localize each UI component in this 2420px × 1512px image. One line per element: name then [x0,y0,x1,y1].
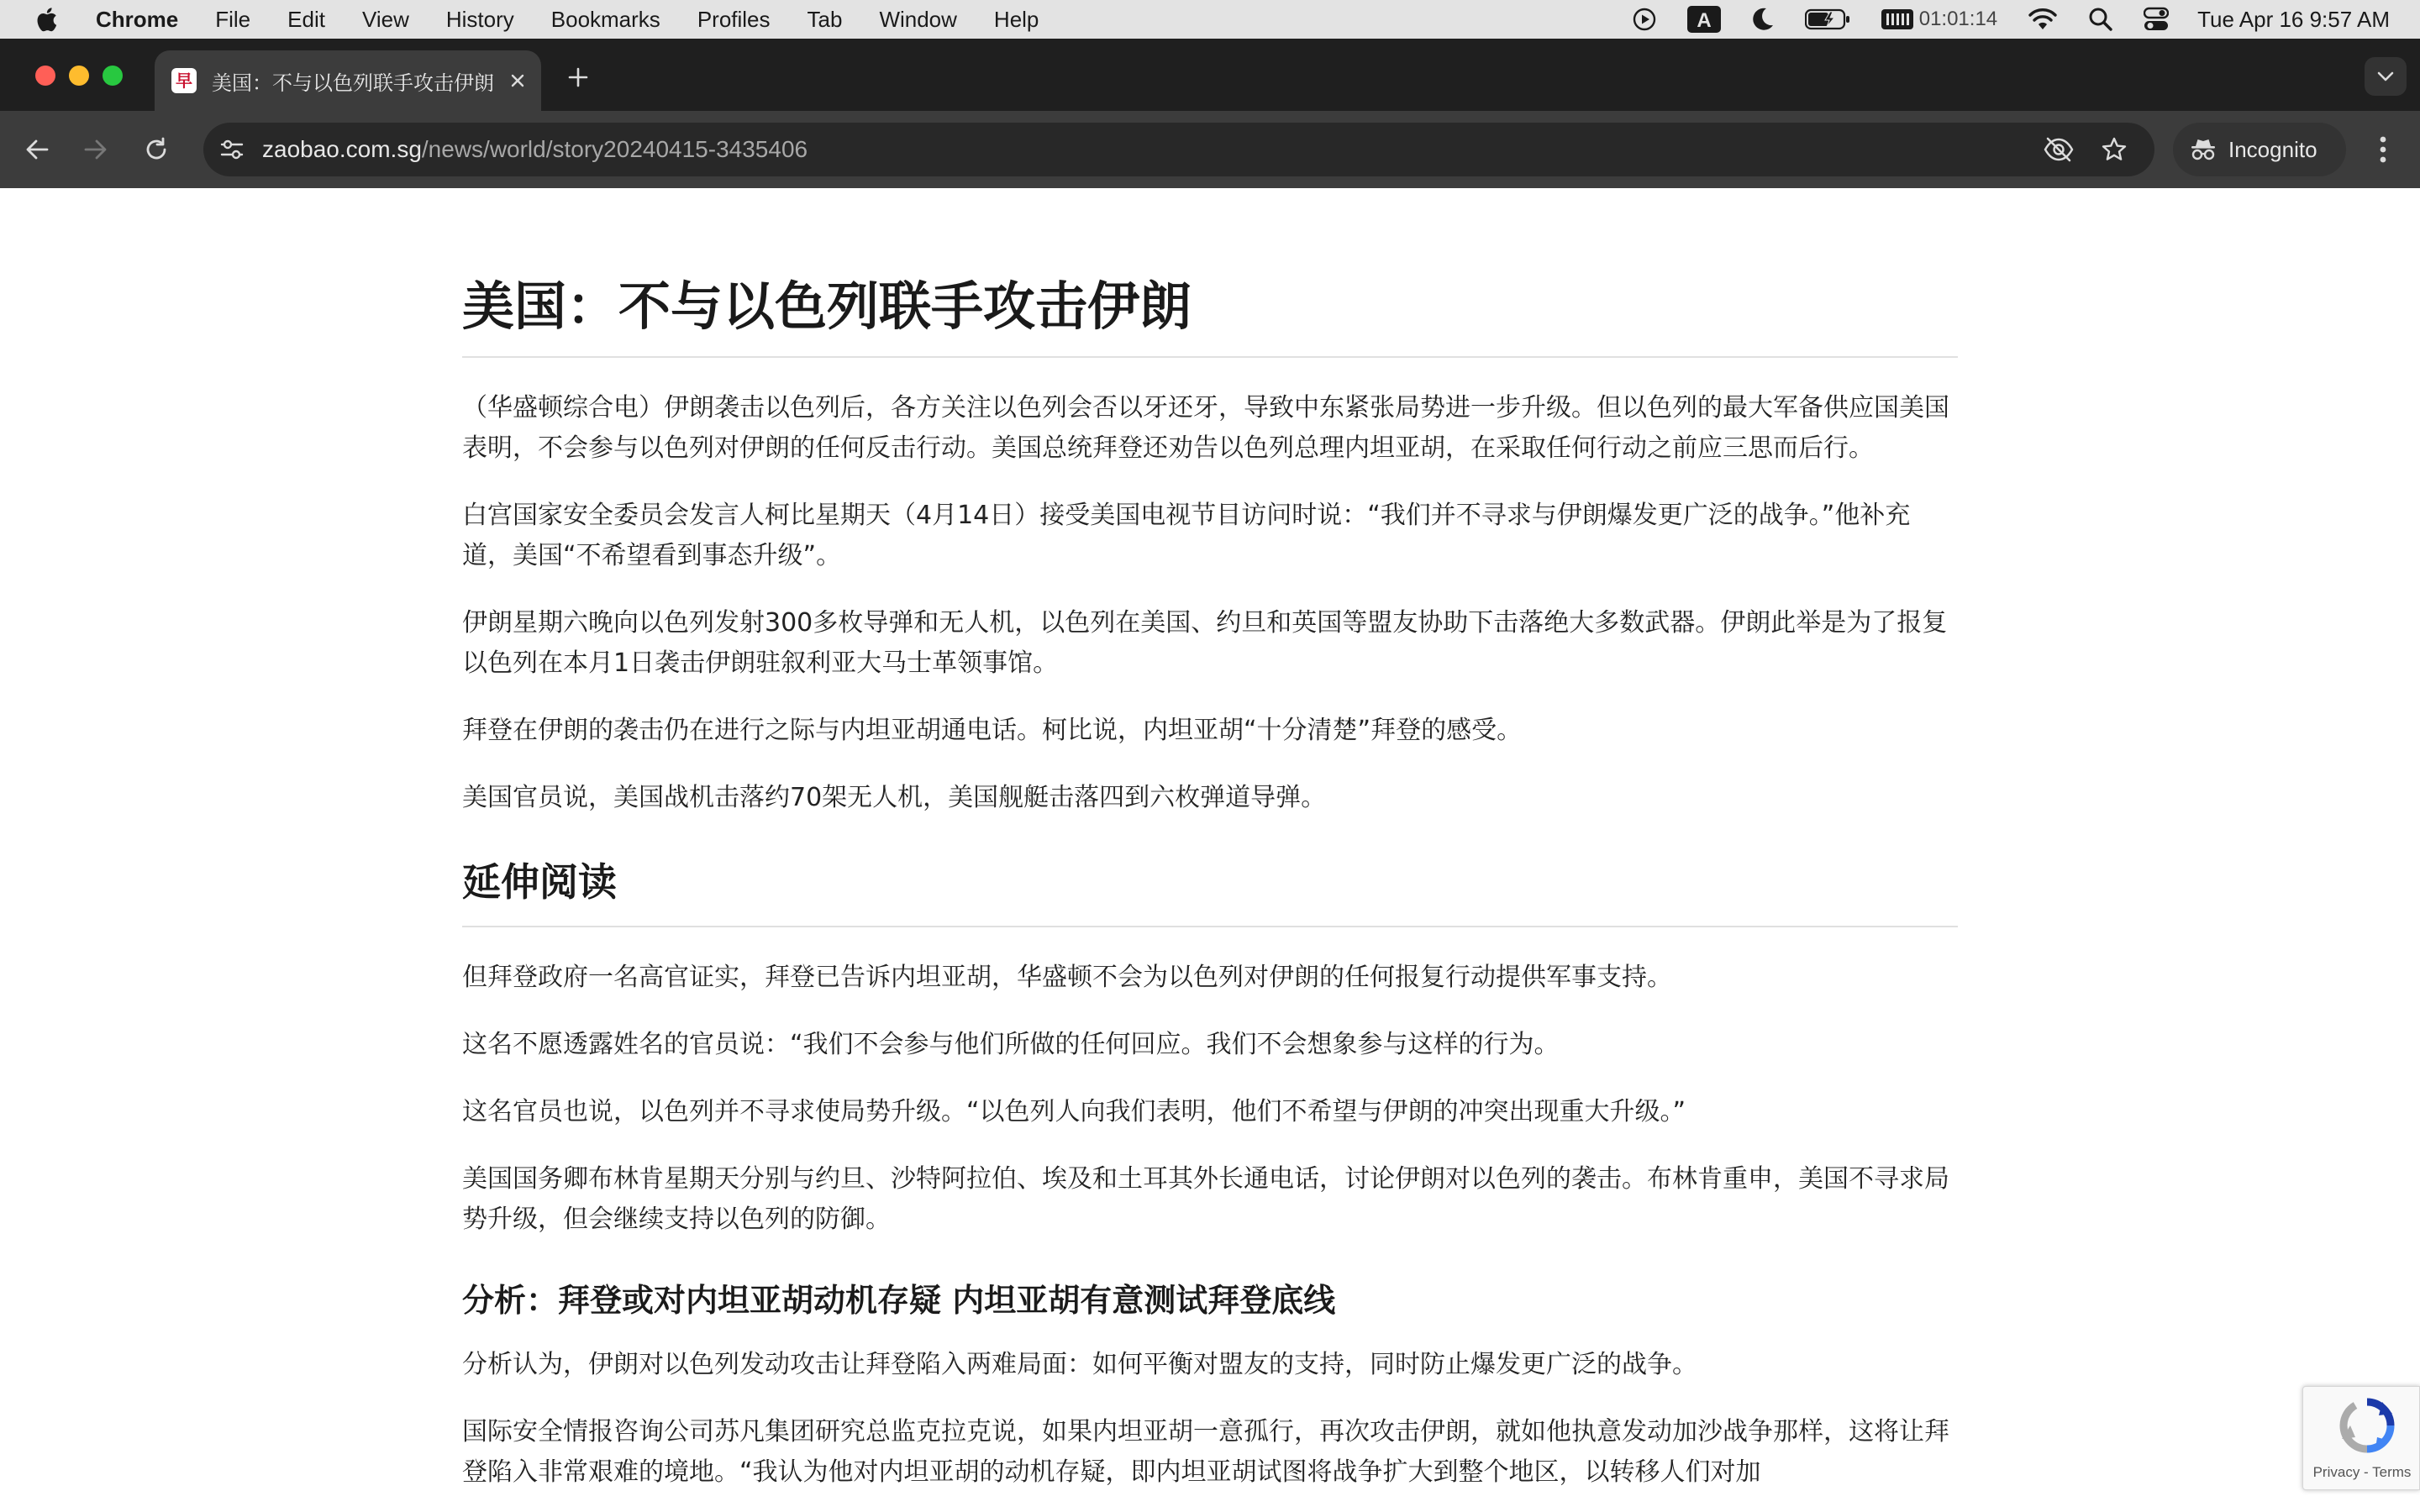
play-circle-icon[interactable] [1632,0,1657,39]
menu-file[interactable]: File [215,6,251,32]
more-options-kebab-icon[interactable] [2366,129,2400,170]
menu-app-name[interactable]: Chrome [96,6,179,32]
apple-logo-icon[interactable] [34,5,59,34]
macos-menu-bar [0,0,2420,39]
article [462,188,1958,1493]
keyboard-a-icon[interactable] [1687,0,1721,39]
article-title: 美国：不与以色列联手攻击伊朗 [462,276,1958,358]
menu-profiles[interactable]: Profiles [697,6,771,32]
tracking-protection-eye-off-icon[interactable] [2042,133,2075,166]
address-bar[interactable] [203,123,2154,176]
recaptcha-logo-icon [2337,1395,2397,1456]
article-paragraph: 白宫国家安全委员会发言人柯比星期天（4月14日）接受美国电视节目访问时说：“我们并不寻求与伊朗爆发更广泛的战争。”他补充道，美国“不希望看到事态升级”。 [462,501,1911,571]
article-paragraph: 这名不愿透露姓名的官员说：“我们不会参与他们所做的任何回应。我们不会想象参与这样的行为。 [462,1029,1560,1059]
page-viewport [0,188,2420,1512]
url-text[interactable] [262,136,808,163]
moon-icon[interactable] [1751,0,1775,39]
menu-help[interactable]: Help [993,6,1039,32]
tab-strip [0,39,2420,111]
incognito-indicator[interactable] [2173,123,2346,176]
menu-bookmarks[interactable]: Bookmarks [550,6,660,32]
wifi-icon[interactable] [2028,0,2058,39]
article-paragraph: 拜登在伊朗的袭击仍在进行之际与内坦亚胡通电话。柯比说，内坦亚胡“十分清楚”拜登的感受。 [462,716,1523,746]
new-tab-plus-icon[interactable] [560,59,597,96]
article-paragraph: （华盛顿综合电）伊朗袭击以色列后，各方关注以色列会否以牙还牙，导致中东紧张局势进一步升级。但以色列的最大军备供应国美国表明，不会参与以色列对伊朗的任何反击行动。美国总统拜登还劝告以色列总理内坦亚胡，在采取任何行动之前应三思而后行。 [462,393,1949,464]
article-paragraph: 但拜登政府一名高官证实，拜登已告诉内坦亚胡，华盛顿不会为以色列对伊朗的任何报复行动提供军事支持。 [462,962,1672,992]
battery-icon[interactable] [1805,0,1850,39]
favicon-glyph: 早 [176,71,192,91]
search-icon[interactable] [2088,0,2113,39]
article-paragraph: 分析认为，伊朗对以色列发动攻击让拜登陷入两难局面：如何平衡对盟友的支持，同时防止爆发更广泛的战争。 [462,1350,1697,1380]
menu-tab[interactable]: Tab [807,6,843,32]
tab-close-icon[interactable] [501,64,534,97]
bookmark-star-icon[interactable] [2097,133,2131,166]
memory-icon[interactable] [1881,0,1997,39]
browser-toolbar [0,111,2420,188]
article-paragraph: 伊朗星期六晚向以色列发射300多枚导弹和无人机，以色列在美国、约旦和英国等盟友协助下击落绝大多数武器。伊朗此举是为了报复以色列在本月1日袭击伊朗驻叙利亚大马士革领事馆。 [462,608,1948,679]
zaobao-favicon-icon [171,68,197,93]
incognito-icon [2188,134,2218,165]
tab-active[interactable] [155,50,541,111]
menu-bar-clock[interactable]: Tue Apr 16 9:57 AM [2197,6,2390,32]
site-info-tune-icon[interactable] [215,133,249,166]
forward-arrow-icon[interactable] [76,129,116,170]
recaptcha-privacy-terms-links[interactable]: Privacy - Terms [2312,1464,2412,1480]
minimize-window-button[interactable] [69,66,89,86]
url-path: /news/world/story20240415-3435406 [421,136,808,162]
menu-history[interactable]: History [445,6,514,32]
menu-view[interactable]: View [361,6,409,32]
url-host: zaobao.com.sg [262,136,422,162]
timer-readout: 01:01:14 [1918,8,1998,30]
incognito-label: Incognito [2228,136,2317,162]
section-heading: 延伸阅读 [462,858,1958,927]
svg-text:A: A [1697,9,1712,32]
recaptcha-badge[interactable] [2302,1386,2420,1490]
reload-icon[interactable] [136,129,176,170]
article-paragraph: 国际安全情报咨询公司苏凡集团研究总监克拉克说，如果内坦亚胡一意孤行，再次攻击伊朗，就如他执意发动加沙战争那样，这将让拜登陷入非常艰难的境地。“我认为他对内坦亚胡的动机存疑，即内坦亚胡试图将战争扩大到整个地区，以转移人们对加 [462,1417,1949,1488]
tab-search-chevron-down-icon[interactable] [2365,57,2407,96]
menu-edit[interactable]: Edit [287,6,325,32]
zoom-window-button[interactable] [103,66,123,86]
article-paragraph: 美国官员说，美国战机击落约70架无人机，美国舰艇击落四到六枚弹道导弹。 [462,783,1327,813]
control-center-icon[interactable] [2144,0,2169,39]
analysis-subheading: 分析：拜登或对内坦亚胡动机存疑 内坦亚胡有意测试拜登底线 [462,1281,1336,1319]
menu-window[interactable]: Window [879,6,957,32]
close-window-button[interactable] [35,66,55,86]
article-paragraph: 美国国务卿布林肯星期天分别与约旦、沙特阿拉伯、埃及和土耳其外长通电话，讨论伊朗对以色列的袭击。布林肯重申，美国不寻求局势升级，但会继续支持以色列的防御。 [462,1163,1949,1234]
browser-chrome [0,39,2420,188]
back-arrow-icon[interactable] [17,129,57,170]
tab-title: 美国：不与以色列联手攻击伊朗 [212,71,494,95]
article-paragraph: 这名官员也说，以色列并不寻求使局势升级。“以色列人向我们表明，他们不希望与伊朗的冲突出现重大升级。” [462,1096,1686,1126]
